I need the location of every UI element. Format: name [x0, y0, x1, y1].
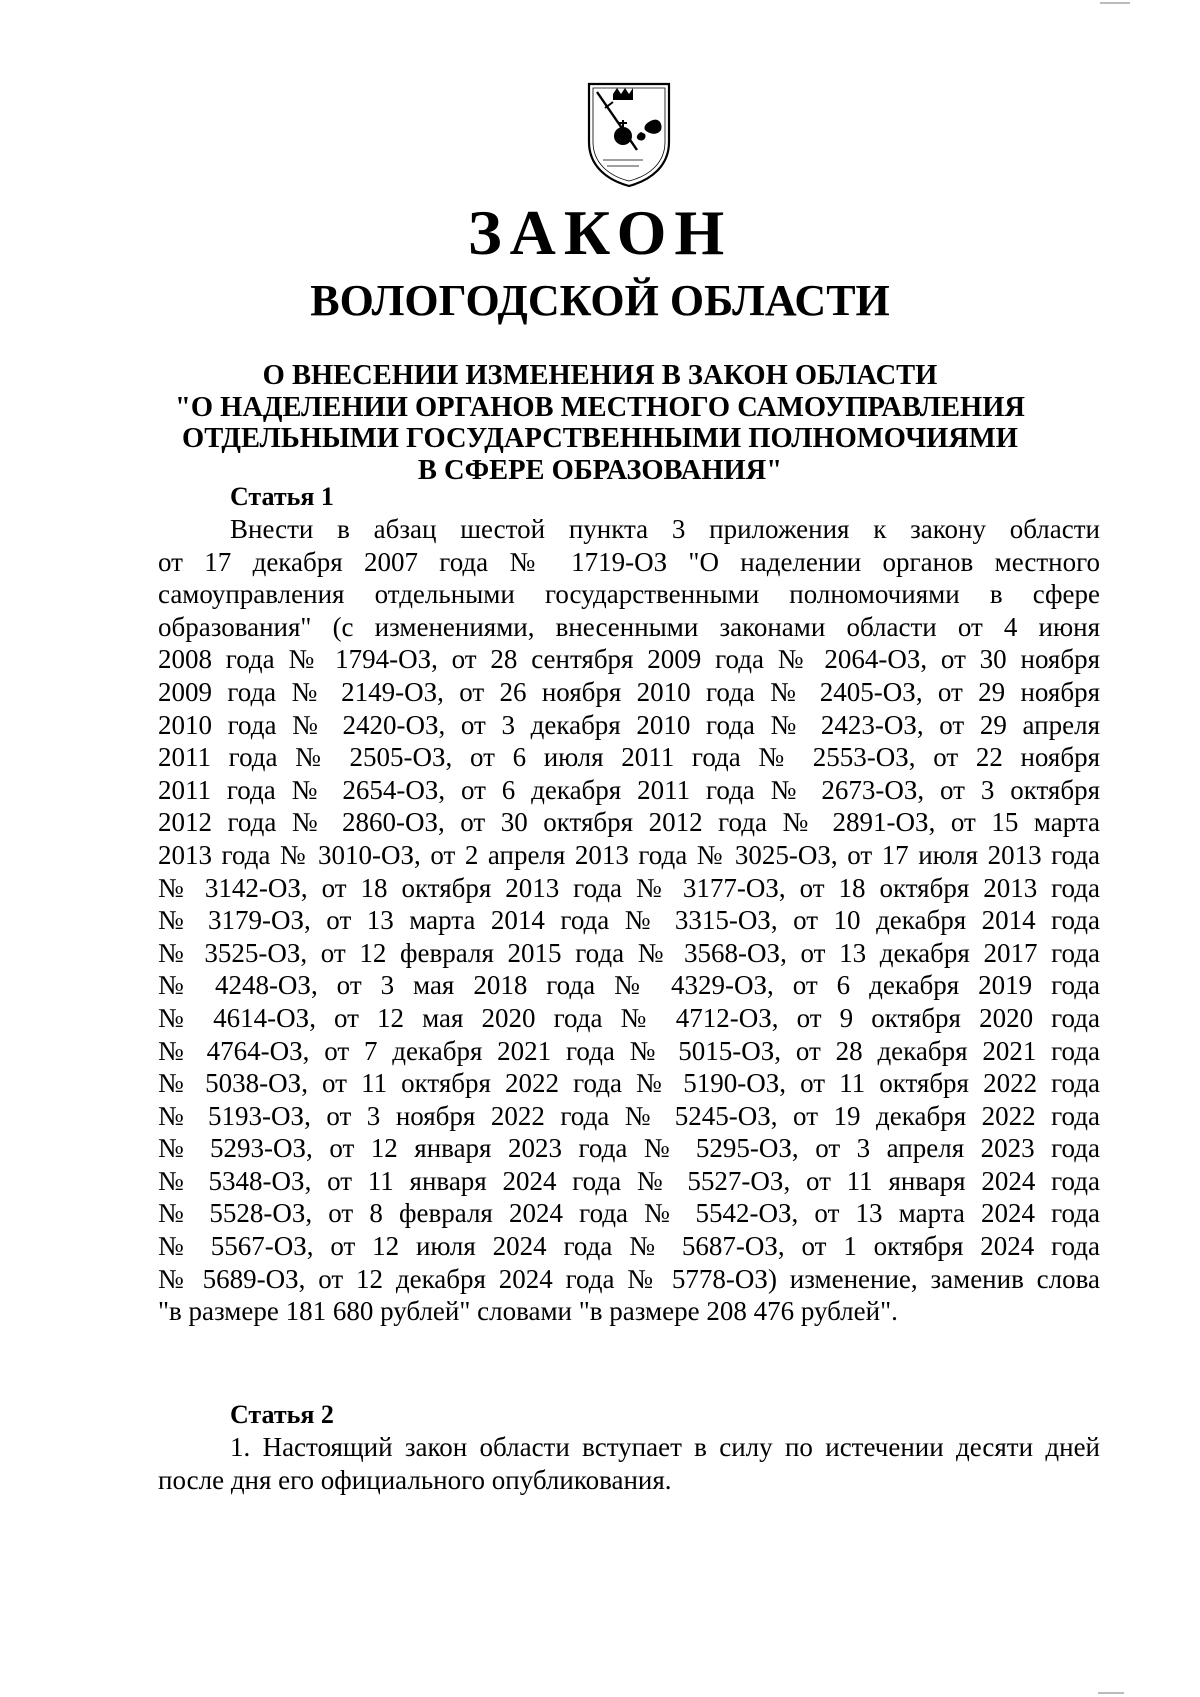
text-line: № 5528-ОЗ, от 8 февраля 2024 года № 5542-ОЗ, от 13 марта 2024 года: [158, 1198, 1100, 1229]
article-1-body: [158, 513, 1100, 1328]
text-line: образования" (с изменениями, внесенными законами области от 4 июня: [158, 611, 1100, 642]
text-line: № 5038-ОЗ, от 11 октября 2022 года № 5190-ОЗ, от 11 октября 2022 года: [158, 1068, 1100, 1099]
text-line: "в размере 181 680 рублей" словами "в размере 208 476 рублей".: [158, 1296, 898, 1327]
text-line: Внести в абзац шестой пункта 3 приложения к закону области: [230, 514, 1100, 544]
text-line: 2010 года № 2420-ОЗ, от 3 декабря 2010 года № 2423-ОЗ, от 29 апреля: [158, 709, 1100, 740]
page-title: ЗАКОН: [467, 197, 733, 268]
text-line: № 4248-ОЗ, от 3 мая 2018 года № 4329-ОЗ, от 6 декабря 2019 года: [158, 970, 1100, 1001]
text-line: 2009 года № 2149-ОЗ, от 26 ноября 2010 года № 2405-ОЗ, от 29 ноября: [158, 676, 1100, 707]
text-line: 2013 года № 3010-ОЗ, от 2 апреля 2013 года № 3025-ОЗ, от 17 июля 2013 года: [158, 839, 1100, 870]
subtitle-line: "О НАДЕЛЕНИИ ОРГАНОВ МЕСТНОГО САМОУПРАВЛЕНИЯ: [175, 391, 1025, 423]
text-line: № 3525-ОЗ, от 12 февраля 2015 года № 3568-ОЗ, от 13 декабря 2017 года: [158, 937, 1100, 968]
text-line: 2008 года № 1794-ОЗ, от 28 сентября 2009 года № 2064-ОЗ, от 30 ноября: [158, 644, 1100, 675]
text-line: 2011 года № 2505-ОЗ, от 6 июля 2011 года № 2553-ОЗ, от 22 ноября: [158, 742, 1100, 773]
text-line: 2011 года № 2654-ОЗ, от 6 декабря 2011 года № 2673-ОЗ, от 3 октября: [158, 774, 1100, 805]
article-2-body: [158, 1431, 1100, 1496]
text-line: № 5193-ОЗ, от 3 ноября 2022 года № 5245-ОЗ, от 19 декабря 2022 года: [158, 1100, 1100, 1131]
text-line: № 4764-ОЗ, от 7 декабря 2021 года № 5015-ОЗ, от 28 декабря 2021 года: [158, 1035, 1100, 1066]
text-line: № 5689-ОЗ, от 12 декабря 2024 года № 5778-ОЗ) изменение, заменив слова: [158, 1263, 1100, 1294]
text-line: самоуправления отдельными государственными полномочиями в сфере: [158, 579, 1100, 610]
text-line: после дня его официального опубликования.: [158, 1464, 672, 1495]
subtitle-line: ОТДЕЛЬНЫМИ ГОСУДАРСТВЕННЫМИ ПОЛНОМОЧИЯМИ: [182, 423, 1018, 454]
text-line: № 5348-ОЗ, от 11 января 2024 года № 5527-ОЗ, от 11 января 2024 года: [158, 1165, 1100, 1196]
subtitle-line: В СФЕРЕ ОБРАЗОВАНИЯ": [417, 454, 783, 486]
text-line: № 5567-ОЗ, от 12 июля 2024 года № 5687-ОЗ, от 1 октября 2024 года: [158, 1231, 1100, 1262]
coat-of-arms-icon: [583, 80, 675, 188]
subtitle-line: О ВНЕСЕНИИ ИЗМЕНЕНИЯ В ЗАКОН ОБЛАСТИ: [262, 360, 938, 391]
text-line: от 17 декабря 2007 года № 1719-ОЗ "О наделении органов местного: [158, 546, 1100, 577]
article-1-heading: Статья 1: [230, 482, 334, 511]
text-line: № 5293-ОЗ, от 12 января 2023 года № 5295-ОЗ, от 3 апреля 2023 года: [158, 1133, 1100, 1164]
text-line: 2012 года № 2860-ОЗ, от 30 октября 2012 года № 2891-ОЗ, от 15 марта: [158, 807, 1100, 838]
region-title: ВОЛОГОДСКОЙ ОБЛАСТИ: [310, 276, 890, 325]
scan-artifact: [1100, 2, 1130, 4]
text-line: 1. Настоящий закон области вступает в силу по истечении десяти дней: [230, 1432, 1100, 1462]
text-line: № 4614-ОЗ, от 12 мая 2020 года № 4712-ОЗ, от 9 октября 2020 года: [158, 1002, 1100, 1033]
scan-artifact: [1098, 1692, 1124, 1694]
text-line: № 3142-ОЗ, от 18 октября 2013 года № 3177-ОЗ, от 18 октября 2013 года: [158, 872, 1100, 903]
text-line: № 3179-ОЗ, от 13 марта 2014 года № 3315-ОЗ, от 10 декабря 2014 года: [158, 905, 1100, 936]
law-subtitle: [150, 360, 1050, 486]
article-2-heading: Статья 2: [230, 1400, 334, 1429]
